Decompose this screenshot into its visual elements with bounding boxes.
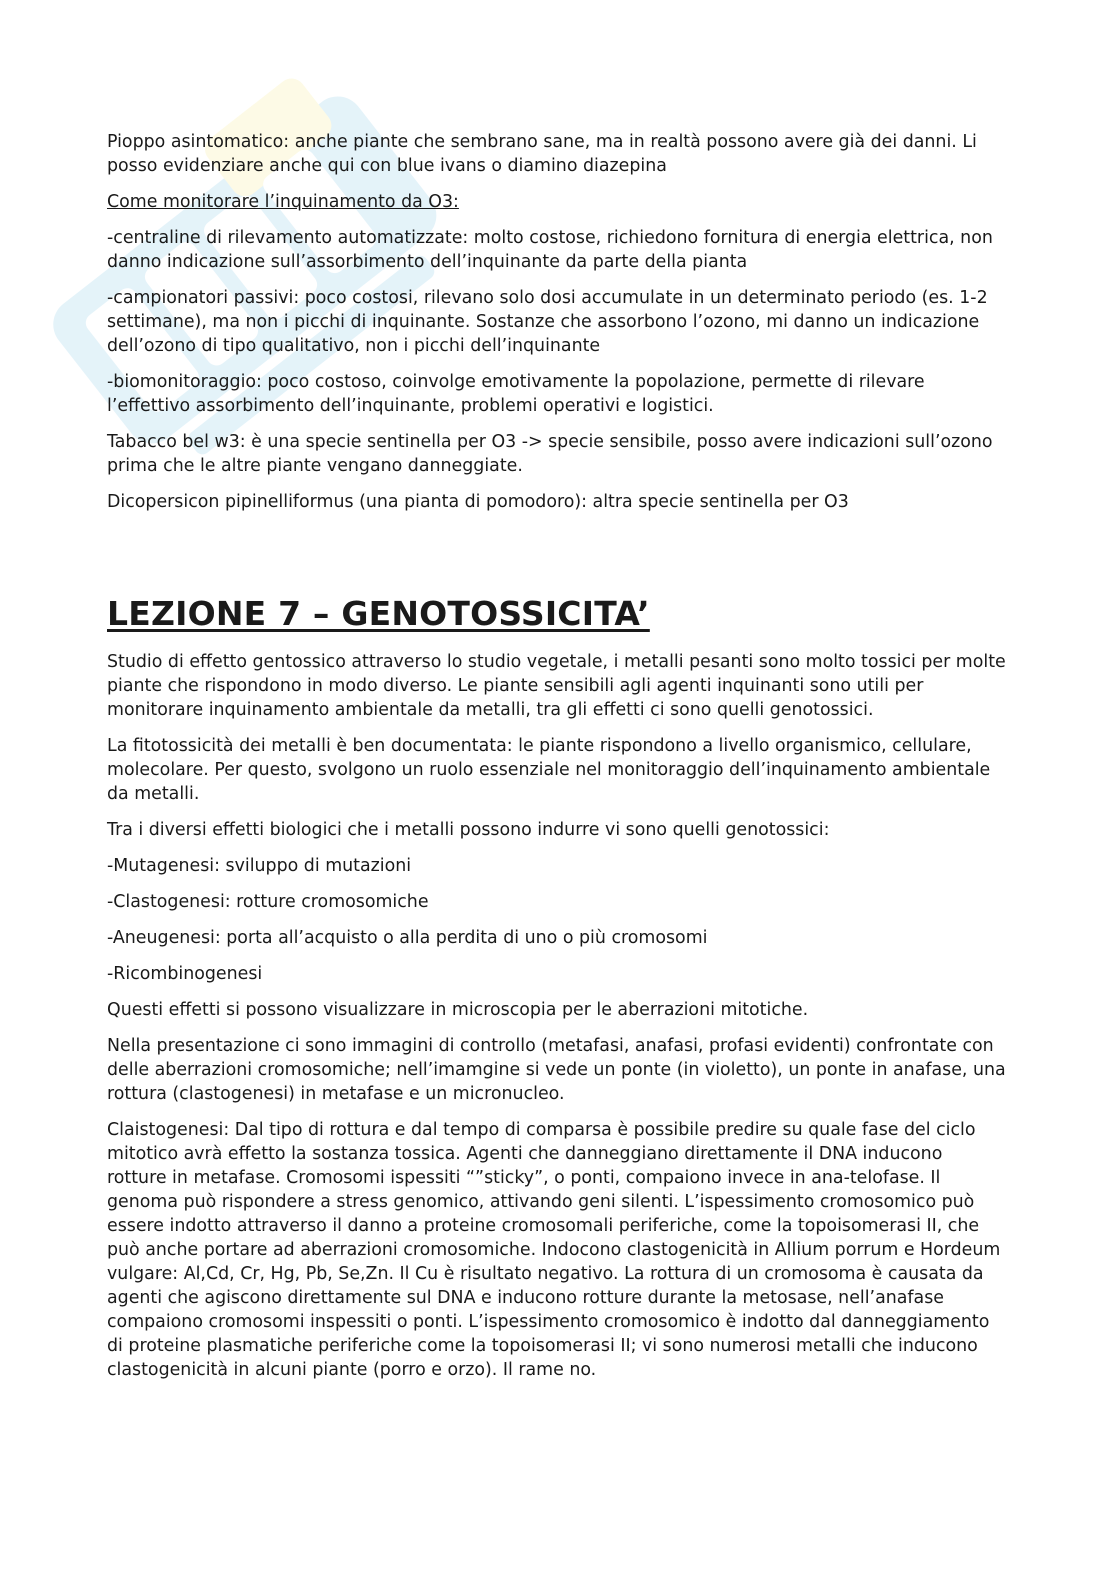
list-item-aneugenesi: -Aneugenesi: porta all’acquisto o alla perdita di uno o più cromosomi (107, 928, 708, 948)
paragraph-centraline: -centraline di rilevamento automatizzate: molto costose, richiedono fornitura di energia elettrica, non danno indicazione sull’assorbimento dell’inquinante da parte della pianta (107, 228, 993, 272)
subheading-monitoraggio-o3: Come monitorare l’inquinamento da O3: (107, 192, 459, 212)
paragraph-microscopia: Questi effetti si possono visualizzare in microscopia per le aberrazioni mitotiche. (107, 1000, 809, 1020)
list-item-mutagenesi: -Mutagenesi: sviluppo di mutazioni (107, 856, 412, 876)
document-page (107, 130, 1007, 1394)
paragraph-dicopersicon: Dicopersicon pipinelliformus (una pianta di pomodoro): altra specie sentinella per O3 (107, 492, 849, 512)
paragraph-biomonitoraggio: -biomonitoraggio: poco costoso, coinvolge emotivamente la popolazione, permette di rilevare l’effettivo assorbimento dell’inquinante, problemi operativi e logistici. (107, 372, 925, 416)
paragraph-pioppo: Pioppo asintomatico: anche piante che sembrano sane, ma in realtà possono avere già dei danni. Li posso evidenziare anche qui con blue ivans o diamino diazepina (107, 132, 977, 176)
list-item-clastogenesi: -Clastogenesi: rotture cromosomiche (107, 892, 429, 912)
list-item-ricombinogenesi: -Ricombinogenesi (107, 964, 263, 984)
section-title: LEZIONE 7 – GENOTOSSICITA’ (107, 594, 650, 633)
paragraph-effetti-biologici: Tra i diversi effetti biologici che i metalli possono indurre vi sono quelli genotossici: (107, 820, 830, 840)
paragraph-presentazione: Nella presentazione ci sono immagini di controllo (metafasi, anafasi, profasi evidenti) confrontate con delle aberrazioni cromosomiche; nell’imamgine si vede un ponte (in violetto), un ponte in anafase, una rottura (clastogenesi) in metafase e un micronucleo. (107, 1036, 1006, 1104)
paragraph-campionatori: -campionatori passivi: poco costosi, rilevano solo dosi accumulate in un determinato periodo (es. 1-2 settimane), ma non i picchi di inquinante. Sostanze che assorbono l’ozono, mi danno un indicazione dell’ozono di tipo qualitativo, non i picchi dell’inquinante (107, 288, 988, 356)
paragraph-claistogenesi: Claistogenesi: Dal tipo di rottura e dal tempo di comparsa è possibile predire su quale fase del ciclo mitotico avrà effetto la sostanza tossica. Agenti che danneggiano direttamente il DNA inducono rotture in metafase. Cromosomi ispessiti “”sticky”, o ponti, compaiono invece in ana-telofase. Il genoma può rispondere a stress genomico, attivando geni silenti. L’ispessimento cromosomico può essere indotto attraverso il danno a proteine cromosomali periferiche, come la topoisomerasi II, che può anche portare ad aberrazioni cromosomiche. Indocono clastogenicità in Allium porrum e Hordeum vulgare: Al,Cd, Cr, Hg, Pb, Se,Zn. Il Cu è risultato negativo. La rottura di un cromosoma è causata da agenti che agiscono direttamente sul DNA e inducono rotture durante la metosase, nell’anafase compaiono cromosomi inspessiti o ponti. L’ispessimento cromosomico è indotto dal danneggiamento di proteine plasmatiche periferiche come la topoisomerasi II; vi sono numerosi metalli che inducono clastogenicità in alcuni piante (porro e orzo). Il rame no. (107, 1120, 1001, 1380)
section-spacer (107, 526, 1007, 592)
paragraph-tabacco: Tabacco bel w3: è una specie sentinella per O3 -> specie sensibile, posso avere indicazioni sull’ozono prima che le altre piante vengano danneggiate. (107, 432, 993, 476)
paragraph-fitotossicita: La fitotossicità dei metalli è ben documentata: le piante rispondono a livello organismico, cellulare, molecolare. Per questo, svolgono un ruolo essenziale nel monitoraggio dell’inquinamento ambientale da metalli. (107, 736, 991, 804)
paragraph-studio: Studio di effetto gentossico attraverso lo studio vegetale, i metalli pesanti sono molto tossici per molte piante che rispondono in modo diverso. Le piante sensibili agli agenti inquinanti sono utili per monitorare inquinamento ambientale da metalli, tra gli effetti ci sono quelli genotossici. (107, 652, 1006, 720)
